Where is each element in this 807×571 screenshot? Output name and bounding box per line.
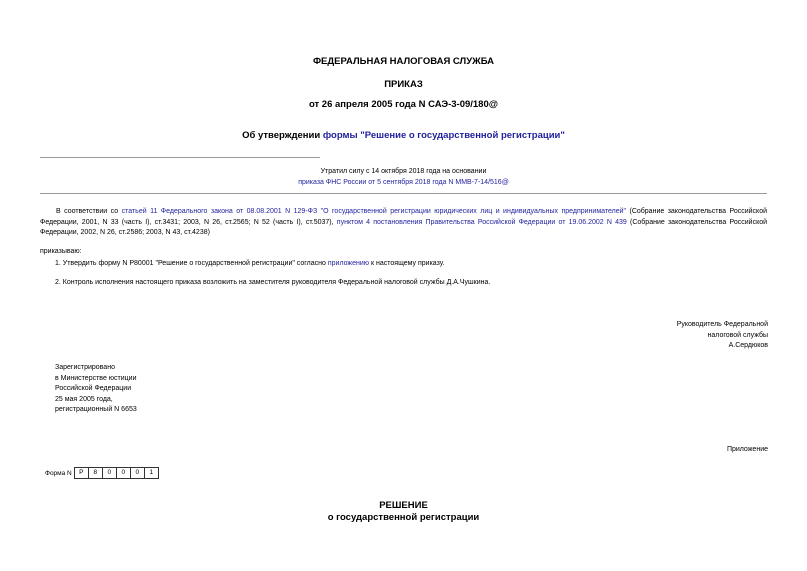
- document-date-number: от 26 апреля 2005 года N САЭ-3-09/180@: [308, 99, 499, 110]
- decision-subtitle: о государственной регистрации: [327, 512, 480, 523]
- form-cell: 0: [116, 467, 131, 479]
- status-block: [220, 167, 587, 188]
- appendix-label: Приложение: [726, 446, 768, 453]
- registration-block: [55, 363, 137, 416]
- agency-name: ФЕДЕРАЛЬНАЯ НАЛОГОВАЯ СЛУЖБА: [312, 56, 495, 67]
- order-word: приказываю:: [40, 248, 82, 255]
- form-cell: 8: [88, 467, 103, 479]
- signature-line-1: Руководитель Федеральной: [676, 321, 768, 328]
- order-item-2: 2. Контроль исполнения настоящего приказа возложить на заместителя руководителя Федеральной налоговой службы Д.А.Чушкина.: [55, 279, 491, 286]
- registration-number: регистрационный N 6653: [55, 406, 137, 413]
- preamble-text-2: (Собрание законодательства Российской Федерации, 2001, N 33 (часть I), ст.3431; 2003, N 26, ст.2565; N 52 (часть I), ст.5037),: [40, 208, 768, 226]
- preamble-text-3: (Собрание законодательства Российской Федерации, 2002, N 26, ст.2586; 2003, N 43, ст.4238): [40, 218, 768, 236]
- document-type: ПРИКАЗ: [384, 79, 423, 90]
- form-cell: 0: [130, 467, 145, 479]
- registration-line-2: в Министерстве юстиции: [55, 374, 137, 382]
- registration-date: 25 мая 2005 года,: [55, 395, 113, 403]
- government-decree-link[interactable]: пунктом 4 постановления Правительства Российской Федерации от 19.06.2002 N 439: [336, 218, 627, 226]
- order-item-1: [55, 259, 444, 270]
- decision-title: РЕШЕНИЕ: [379, 500, 428, 511]
- appendix-link[interactable]: приложению: [327, 260, 370, 267]
- repeal-order-link[interactable]: приказа ФНС России от 5 сентября 2018 года N ММВ-7-14/516@: [298, 178, 509, 186]
- divider-top: [40, 157, 320, 158]
- preamble-text-1: В соответствии со: [56, 208, 122, 215]
- form-cell: 1: [144, 467, 159, 479]
- preamble-paragraph: [40, 207, 767, 239]
- registration-line-1: Зарегистрировано: [55, 364, 115, 371]
- signature-name: А.Сердюков: [728, 342, 768, 349]
- status-text: Утратил силу с 14 октября 2018 года на основании: [320, 168, 487, 175]
- title-prefix: Об утверждении: [242, 130, 323, 141]
- form-number-label: Форма N: [45, 469, 72, 477]
- item1-text-end: к настоящему приказу.: [369, 260, 445, 267]
- document-title: [0, 130, 807, 141]
- registration-line-3: Российской Федерации: [55, 385, 132, 392]
- form-number-row: [45, 467, 159, 479]
- form-link[interactable]: формы "Решение о государственной регистрации": [322, 130, 565, 141]
- form-cell: Р: [74, 467, 89, 479]
- signature-block: [677, 320, 768, 352]
- law-article-link[interactable]: статьей 11 Федерального закона от 08.08.2001 N 129-ФЗ "О государственной регистрации юридических лиц и индивидуальных предпринимателей": [121, 208, 627, 215]
- divider-bottom: [40, 193, 767, 194]
- item1-text: 1. Утвердить форму N Р80001 "Решение о государственной регистрации" согласно: [55, 260, 328, 267]
- signature-line-2: налоговой службы: [707, 331, 768, 339]
- form-cell: 0: [102, 467, 117, 479]
